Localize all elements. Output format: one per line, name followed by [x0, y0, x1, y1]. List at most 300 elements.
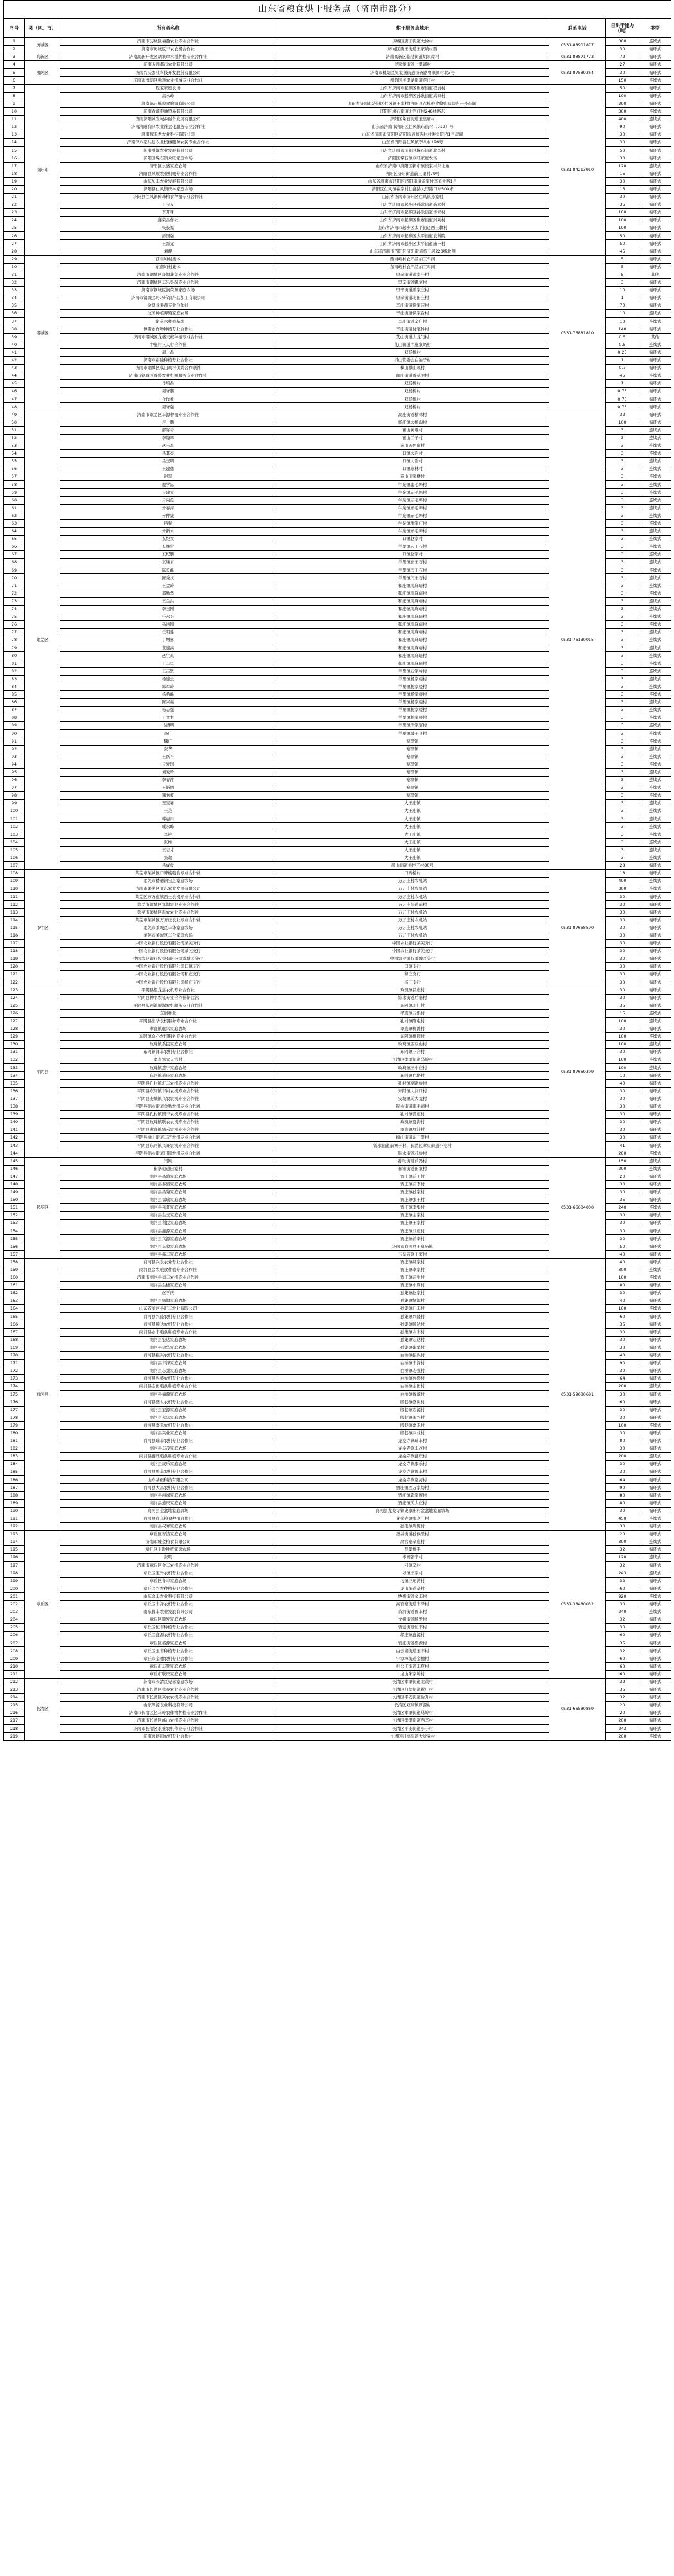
cell-owner: 王跃平 [60, 753, 276, 761]
cell-address: 殷巷镇永兴村 [276, 1414, 549, 1421]
cell-type: 循环式 [639, 1709, 671, 1717]
cell-owner: 玄纪文 [60, 536, 276, 543]
cell-type: 连续式 [639, 753, 671, 761]
cell-type: 循环式 [639, 1491, 671, 1499]
cell-address: 玫瑰镇西豆山村 [276, 1041, 549, 1049]
cell-address: 大王庄镇 [276, 823, 549, 831]
cell-type: 连续式 [639, 690, 671, 698]
cell-telephone: 0531-66604000 [549, 1157, 606, 1258]
cell-type: 循环式 [639, 1375, 671, 1383]
cell-type: 连续式 [639, 823, 671, 831]
cell-no: 28 [4, 248, 25, 255]
cell-capacity: 32 [606, 1693, 639, 1701]
cell-owner: 商河县兴旺家庭农场 [60, 1204, 276, 1212]
cell-capacity: 200 [606, 1149, 639, 1157]
cell-no: 68 [4, 559, 25, 566]
cell-capacity: 150 [606, 1157, 639, 1165]
cell-capacity: 3 [606, 527, 639, 535]
cell-capacity: 3 [606, 675, 639, 683]
cell-type: 循环式 [639, 193, 671, 201]
cell-no: 40 [4, 341, 25, 348]
cell-type: 循环式 [639, 1212, 671, 1220]
cell-address: 山东省济南市济阳区新市镇段家村东北角 [276, 162, 549, 170]
cell-owner: 平阴县锦水街道金秋农机专业合作社 [60, 1103, 276, 1110]
cell-type: 循环式 [639, 278, 671, 286]
cell-owner: 商河县福源家庭农场 [60, 1391, 276, 1398]
cell-address: 济阳区垛石街道北官庄村248线路东 [276, 107, 549, 115]
cell-owner: 邢勤华 [60, 590, 276, 597]
cell-capacity: 120 [606, 1554, 639, 1562]
cell-no: 142 [4, 1134, 25, 1142]
cell-owner: 商河县金玉家庭农场 [60, 1212, 276, 1220]
cell-type: 循环式 [639, 1725, 671, 1733]
cell-type: 循环式 [639, 1522, 671, 1530]
cell-address: 龙桑寺镇鲁丰村 [276, 1468, 549, 1476]
cell-capacity: 30 [606, 1507, 639, 1515]
cell-no: 159 [4, 1266, 25, 1274]
cell-no: 176 [4, 1398, 25, 1406]
cell-type: 循环式 [639, 1134, 671, 1142]
cell-capacity: 3 [606, 722, 639, 730]
cell-address: 殷巷镇盛世村 [276, 1398, 549, 1406]
cell-owner: 崔寨街道田家村 [60, 1165, 276, 1173]
cell-type: 连续式 [639, 536, 671, 543]
cell-owner: 彭国强 [60, 232, 276, 240]
cell-no: 48 [4, 403, 25, 411]
cell-owner: 东阿镇道庆家庭农场 [60, 1072, 276, 1079]
cell-capacity: 0.75 [606, 388, 639, 395]
cell-capacity: 45 [606, 248, 639, 255]
cell-no: 64 [4, 527, 25, 535]
cell-type: 循环式 [639, 986, 671, 994]
cell-capacity: 32 [606, 1678, 639, 1686]
cell-type: 循环式 [639, 61, 671, 69]
cell-no: 29 [4, 255, 25, 263]
cell-capacity: 150 [606, 77, 639, 84]
cell-no: 150 [4, 1196, 25, 1203]
cell-no: 121 [4, 971, 25, 978]
cell-type: 连续式 [639, 1305, 671, 1313]
cell-no: 23 [4, 209, 25, 217]
cell-no: 10 [4, 107, 25, 115]
cell-capacity: 3 [606, 434, 639, 442]
cell-capacity: 30 [606, 1600, 639, 1608]
cell-capacity: 3 [606, 636, 639, 644]
cell-capacity: 30 [606, 1391, 639, 1398]
cell-capacity: 3 [606, 690, 639, 698]
cell-type: 循环式 [639, 1025, 671, 1032]
cell-type: 连续式 [639, 846, 671, 854]
cell-capacity: 41 [606, 1142, 639, 1149]
cell-no: 63 [4, 519, 25, 527]
cell-capacity: 3 [606, 621, 639, 629]
cell-address: 口镇支行 [276, 963, 549, 971]
cell-owner: 杨希峰 [60, 690, 276, 698]
cell-no: 66 [4, 543, 25, 551]
cell-no: 81 [4, 660, 25, 667]
cell-type: 循环式 [639, 1297, 671, 1305]
cell-type: 循环式 [639, 1406, 671, 1414]
cell-type: 循环式 [639, 1220, 671, 1227]
cell-no: 132 [4, 1056, 25, 1064]
cell-capacity: 30 [606, 986, 639, 994]
cell-no: 117 [4, 939, 25, 947]
cell-no: 141 [4, 1126, 25, 1134]
cell-type: 循环式 [639, 994, 671, 1002]
cell-type: 循环式 [639, 364, 671, 372]
cell-type: 连续式 [639, 737, 671, 745]
cell-owner: 嵊永峰 [60, 823, 276, 831]
cell-type: 循环式 [639, 893, 671, 901]
cell-owner: 亓新水 [60, 527, 276, 535]
cell-capacity: 35 [606, 1320, 639, 1328]
cell-owner: 张维 [60, 838, 276, 846]
cell-owner: 济南高新开发区胡家岸水稻种植专业合作社 [60, 53, 276, 61]
cell-no: 22 [4, 201, 25, 208]
cell-no: 82 [4, 667, 25, 675]
table-row [4, 1678, 671, 1686]
cell-no: 39 [4, 333, 25, 341]
cell-type: 连续式 [639, 1204, 671, 1212]
cell-no: 13 [4, 131, 25, 139]
column-header-tel: 联系电话 [549, 19, 606, 38]
cell-address: 棋山管委会白冶子村 [276, 356, 549, 364]
cell-owner: 章丘区丰泽农机专业合作社 [60, 1600, 276, 1608]
cell-address: 山东省济南市济阳区济阳街道苟王居220线北侧 [276, 248, 549, 255]
cell-type: 循环式 [639, 411, 671, 419]
cell-no: 21 [4, 193, 25, 201]
cell-no: 120 [4, 963, 25, 971]
cell-owner: 山东省商河县汇丰农业有限公司 [60, 1305, 276, 1313]
cell-address: 高官寨街道丰泽村 [276, 1600, 549, 1608]
cell-owner: 玄继常 [60, 543, 276, 551]
cell-capacity: 3 [606, 784, 639, 792]
hongan-service-points-table [3, 0, 671, 1741]
cell-no: 84 [4, 683, 25, 690]
cell-capacity: 30 [606, 932, 639, 939]
cell-type: 循环式 [639, 1639, 671, 1647]
table-row [4, 1157, 671, 1165]
cell-no: 61 [4, 504, 25, 512]
cell-capacity: 3 [606, 761, 639, 768]
cell-no: 219 [4, 1733, 25, 1740]
cell-no: 218 [4, 1725, 25, 1733]
cell-no: 19 [4, 177, 25, 185]
cell-telephone: 0531-84213910 [549, 84, 606, 255]
cell-address: 西当峪村农产品加工车间 [276, 255, 549, 263]
cell-address: 羊里镇杨家楼村 [276, 683, 549, 690]
cell-address: 羊里镇李家寨村 [276, 722, 549, 730]
cell-owner: 汶园种植养殖家庭农场 [60, 310, 276, 318]
cell-address: 羊里镇玄王石村 [276, 543, 549, 551]
cell-capacity: 30 [606, 1180, 639, 1188]
cell-type: 连续式 [639, 1149, 671, 1157]
cell-type: 连续式 [639, 776, 671, 784]
cell-address: 寨里镇 [276, 792, 549, 800]
cell-address: 杨庄镇大桥沟村 [276, 419, 549, 426]
cell-type: 循环式 [639, 1188, 671, 1196]
cell-capacity: 20 [606, 1702, 639, 1709]
cell-capacity: 30 [606, 1220, 639, 1227]
cell-type: 循环式 [639, 1367, 671, 1375]
cell-type: 循环式 [639, 971, 671, 978]
cell-no: 180 [4, 1429, 25, 1437]
cell-type: 连续式 [639, 660, 671, 667]
cell-capacity: 30 [606, 1461, 639, 1468]
cell-type: 循环式 [639, 1546, 671, 1554]
cell-capacity: 30 [606, 177, 639, 185]
cell-no: 92 [4, 745, 25, 753]
cell-address: 崔寨街道田家村 [276, 1165, 549, 1173]
cell-type: 循环式 [639, 170, 671, 177]
cell-no: 166 [4, 1320, 25, 1328]
cell-capacity: 300 [606, 38, 639, 46]
cell-owner: 董建高 [60, 644, 276, 652]
cell-no: 100 [4, 807, 25, 815]
cell-address: 山东省济南市济阳区仁风镇东街村（919）号 [276, 123, 549, 131]
cell-owner: 济南市长清区兴农农机专业合作社 [60, 1693, 276, 1701]
cell-capacity: 30 [606, 994, 639, 1002]
cell-owner: 济南市裕隆种植专业合作社 [60, 356, 276, 364]
cell-no: 67 [4, 551, 25, 559]
cell-type: 循环式 [639, 1072, 671, 1079]
cell-owner: 济南春源粮油贸易有限公司 [60, 107, 276, 115]
cell-no: 175 [4, 1391, 25, 1398]
cell-address: 孝直镇柳滩村 [276, 1025, 549, 1032]
cell-owner: 济阳区永盛家庭农场 [60, 162, 276, 170]
cell-type: 循环式 [639, 1250, 671, 1258]
cell-owner: 东南峪村集体 [60, 263, 276, 271]
cell-no: 124 [4, 994, 25, 1002]
cell-type: 循环式 [639, 1429, 671, 1437]
cell-owner: 商河县丰泽家庭农场 [60, 1359, 276, 1367]
cell-capacity: 1 [606, 356, 639, 364]
cell-owner: 吕其亮 [60, 449, 276, 457]
cell-type: 连续式 [639, 613, 671, 620]
cell-capacity: 3 [606, 730, 639, 737]
cell-owner: 商河县瑞丰农机专业合作社 [60, 1437, 276, 1445]
cell-capacity: 450 [606, 1515, 639, 1522]
cell-capacity: 30 [606, 971, 639, 978]
cell-capacity: 3 [606, 512, 639, 519]
cell-no: 114 [4, 916, 25, 924]
cell-capacity: 45 [606, 372, 639, 380]
cell-address: 锦水街道前寨子村、长清区孝里街道小屯村 [276, 1142, 549, 1149]
cell-address: 贾庄镇小周村 [276, 1282, 549, 1290]
cell-type: 连续式 [639, 590, 671, 597]
cell-address: 历城区唐王街道王家坡村西 [276, 46, 549, 53]
cell-owner: 济南市长清区兄弟家庭农场 [60, 1678, 276, 1686]
cell-no: 36 [4, 310, 25, 318]
cell-capacity: 30 [606, 1025, 639, 1032]
cell-capacity: 3 [606, 698, 639, 706]
cell-no: 98 [4, 792, 25, 800]
cell-address: 大王庄镇 [276, 815, 549, 823]
cell-type: 循环式 [639, 1662, 671, 1670]
cell-address: 山东省济南市起步区孙耿街道卞家村 [276, 209, 549, 217]
cell-no: 5 [4, 69, 25, 77]
column-header-owner: 所有者名称 [60, 19, 276, 38]
cell-no: 99 [4, 800, 25, 807]
cell-owner: 商河县福瑞家庭农场 [60, 1196, 276, 1203]
cell-no: 152 [4, 1212, 25, 1220]
cell-no: 171 [4, 1359, 25, 1367]
cell-no: 85 [4, 690, 25, 698]
cell-capacity: 60 [606, 1655, 639, 1662]
cell-no: 33 [4, 287, 25, 294]
cell-capacity: 30 [606, 916, 639, 924]
cell-type: 循环式 [639, 1562, 671, 1569]
table-row [4, 84, 671, 92]
cell-address: 寨里镇 [276, 737, 549, 745]
cell-capacity: 3 [606, 792, 639, 800]
cell-capacity: 3 [606, 559, 639, 566]
cell-capacity: 3 [606, 278, 639, 286]
cell-address: 玉皇庙镇王家村 [276, 1250, 549, 1258]
cell-address: 济阳区济阳街道前三里村79号 [276, 170, 549, 177]
cell-owner: 济南市历城区福盈农业专业合作社 [60, 38, 276, 46]
cell-address: 文祖街道顺发村 [276, 1616, 549, 1624]
cell-address: 牛泉镇亓毛埠村 [276, 504, 549, 512]
cell-no: 116 [4, 932, 25, 939]
cell-capacity: 3 [606, 551, 639, 559]
cell-capacity: 30 [606, 1134, 639, 1142]
cell-type: 连续式 [639, 621, 671, 629]
cell-telephone: 0531-76881810 [549, 255, 606, 411]
cell-capacity: 40 [606, 1079, 639, 1087]
cell-no: 38 [4, 325, 25, 333]
cell-address: 山东省济南市起步区太平街道庙一村 [276, 240, 549, 248]
cell-capacity: 100 [606, 217, 639, 224]
column-header-no: 序号 [4, 19, 25, 38]
cell-address: 孙耿街道前冯村 [276, 1157, 549, 1165]
cell-owner: 章丘区恒丰种植专业合作社 [60, 1624, 276, 1632]
cell-no: 207 [4, 1639, 25, 1647]
cell-owner: 邵际奇 [60, 426, 276, 434]
cell-capacity: 30 [606, 69, 639, 77]
cell-type: 循环式 [639, 217, 671, 224]
cell-address: 杨庄支行 [276, 978, 549, 986]
cell-type: 连续式 [639, 885, 671, 893]
cell-address: 白桥镇志强村 [276, 1367, 549, 1375]
cell-no: 94 [4, 761, 25, 768]
cell-type: 连续式 [639, 636, 671, 644]
cell-capacity: 3 [606, 504, 639, 512]
cell-no: 108 [4, 870, 25, 878]
cell-owner: 张超 [60, 854, 276, 861]
cell-no: 73 [4, 597, 25, 605]
cell-type: 循环式 [639, 1476, 671, 1484]
cell-owner: 济南稼禾香农业科技有限公司 [60, 131, 276, 139]
cell-capacity: 60 [606, 1662, 639, 1670]
cell-owner: 张明 [60, 1554, 276, 1562]
cell-address: 龙桑寺镇康乐村 [276, 1461, 549, 1468]
cell-address: 锦水街道苏桥村 [276, 1149, 549, 1157]
cell-no: 201 [4, 1592, 25, 1600]
cell-owner: 玫瑰镇系民家庭农场 [60, 1041, 276, 1049]
cell-no: 62 [4, 512, 25, 519]
cell-owner: 李艳 [60, 831, 276, 838]
cell-no: 9 [4, 100, 25, 107]
cell-type: 连续式 [639, 1608, 671, 1616]
cell-no: 42 [4, 356, 25, 364]
cell-owner: 东阿镇祥丰农机专业合作社 [60, 1049, 276, 1056]
cell-capacity: 10 [606, 318, 639, 325]
cell-capacity: 3 [606, 449, 639, 457]
cell-capacity: 70 [606, 302, 639, 310]
cell-address: 山东省济阳县仁风镇李八村196号 [276, 139, 549, 147]
cell-capacity: 400 [606, 878, 639, 885]
cell-capacity: 20 [606, 1531, 639, 1538]
cell-address: 孙集镇周陈村 [276, 1522, 549, 1530]
cell-owner: 王建德 [60, 465, 276, 473]
cell-no: 97 [4, 784, 25, 792]
cell-capacity: 30 [606, 1429, 639, 1437]
cell-no: 214 [4, 1693, 25, 1701]
cell-no: 127 [4, 1017, 25, 1025]
cell-capacity: 30 [606, 1126, 639, 1134]
cell-type: 连续式 [639, 784, 671, 792]
cell-capacity: 3 [606, 737, 639, 745]
cell-owner: 任永兴 [60, 613, 276, 620]
cell-capacity: 240 [606, 1608, 639, 1616]
column-header-address: 烘干服务点地址 [276, 19, 549, 38]
cell-capacity: 60 [606, 1398, 639, 1406]
cell-owner: 济南陈召栋粮食购销有限公司 [60, 100, 276, 107]
cell-type: 循环式 [639, 325, 671, 333]
cell-address: 孙集镇绿源村 [276, 1297, 549, 1305]
cell-type: 循环式 [639, 1499, 671, 1507]
cell-capacity: 32 [606, 411, 639, 419]
cell-owner: 平阴县神平农机专业合作社靳启铭 [60, 994, 276, 1002]
cell-no: 78 [4, 636, 25, 644]
cell-telephone: 0531-87668590 [549, 870, 606, 986]
cell-type: 循环式 [639, 1103, 671, 1110]
cell-no: 211 [4, 1670, 25, 1678]
cell-owner: 济南兴沃农业科技开发股份有限公司 [60, 69, 276, 77]
cell-no: 103 [4, 831, 25, 838]
cell-no: 183 [4, 1453, 25, 1461]
cell-type: 循环式 [639, 92, 671, 100]
cell-type: 循环式 [639, 1414, 671, 1421]
cell-address: 锦水街道南毛铺村 [276, 1103, 549, 1110]
cell-type: 连续式 [639, 1515, 671, 1522]
cell-address: 孙集镇汇丰村 [276, 1305, 549, 1313]
cell-no: 216 [4, 1709, 25, 1717]
cell-address: 里辛街道瓤萝村 [276, 278, 549, 286]
cell-capacity: 3 [606, 536, 639, 543]
cell-type: 循环式 [639, 1702, 671, 1709]
cell-address: 万万庄村农机站 [276, 916, 549, 924]
table-row [4, 411, 671, 419]
cell-address: 羊里镇杨家楼村 [276, 675, 549, 683]
cell-address: 山东省济南市济阳区仁风镇王家村(济阳县召栋粮食收购站院内一号车间) [276, 100, 549, 107]
cell-type: 连续式 [639, 838, 671, 846]
table-row [4, 53, 671, 61]
cell-capacity: 3 [606, 519, 639, 527]
cell-county: 市中区 [25, 870, 60, 986]
cell-no: 154 [4, 1227, 25, 1235]
cell-capacity: 35 [606, 1686, 639, 1693]
cell-type: 循环式 [639, 123, 671, 131]
cell-no: 197 [4, 1562, 25, 1569]
cell-address: 山东省济南市起步区崔寨街道程袁村 [276, 84, 549, 92]
cell-capacity: 50 [606, 84, 639, 92]
cell-capacity: 80 [606, 1499, 639, 1507]
cell-capacity: 3 [606, 473, 639, 481]
cell-address: 绣惠街道金丰村 [276, 1592, 549, 1600]
cell-owner: 商河县志强家庭农场 [60, 1367, 276, 1375]
